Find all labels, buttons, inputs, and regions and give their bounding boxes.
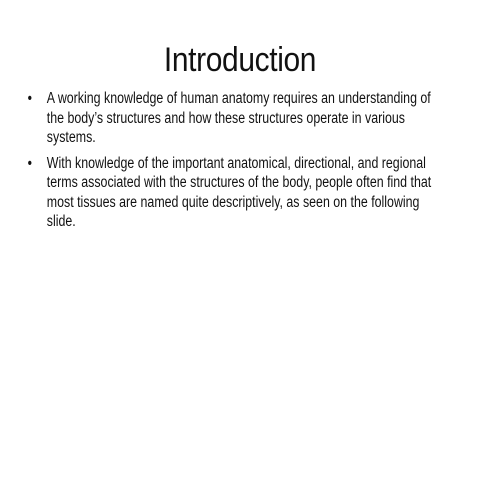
bullet-text: A working knowledge of human anatomy requires an understanding of the body’s structures and how these structures operate in various systems.: [46, 90, 431, 146]
bullet-marker: •: [27, 90, 32, 107]
bullet-item: [26, 154, 442, 232]
slide-title: Introduction: [163, 41, 317, 79]
bullet-text: With knowledge of the important anatomical, directional, and regional terms associated with the structures of the body, people often find that most tissues are named quite descriptively, as seen on the following slide.: [46, 154, 432, 230]
bullet-item: [26, 89, 442, 148]
bullet-marker: •: [27, 154, 32, 172]
bullet-list: [26, 89, 442, 238]
